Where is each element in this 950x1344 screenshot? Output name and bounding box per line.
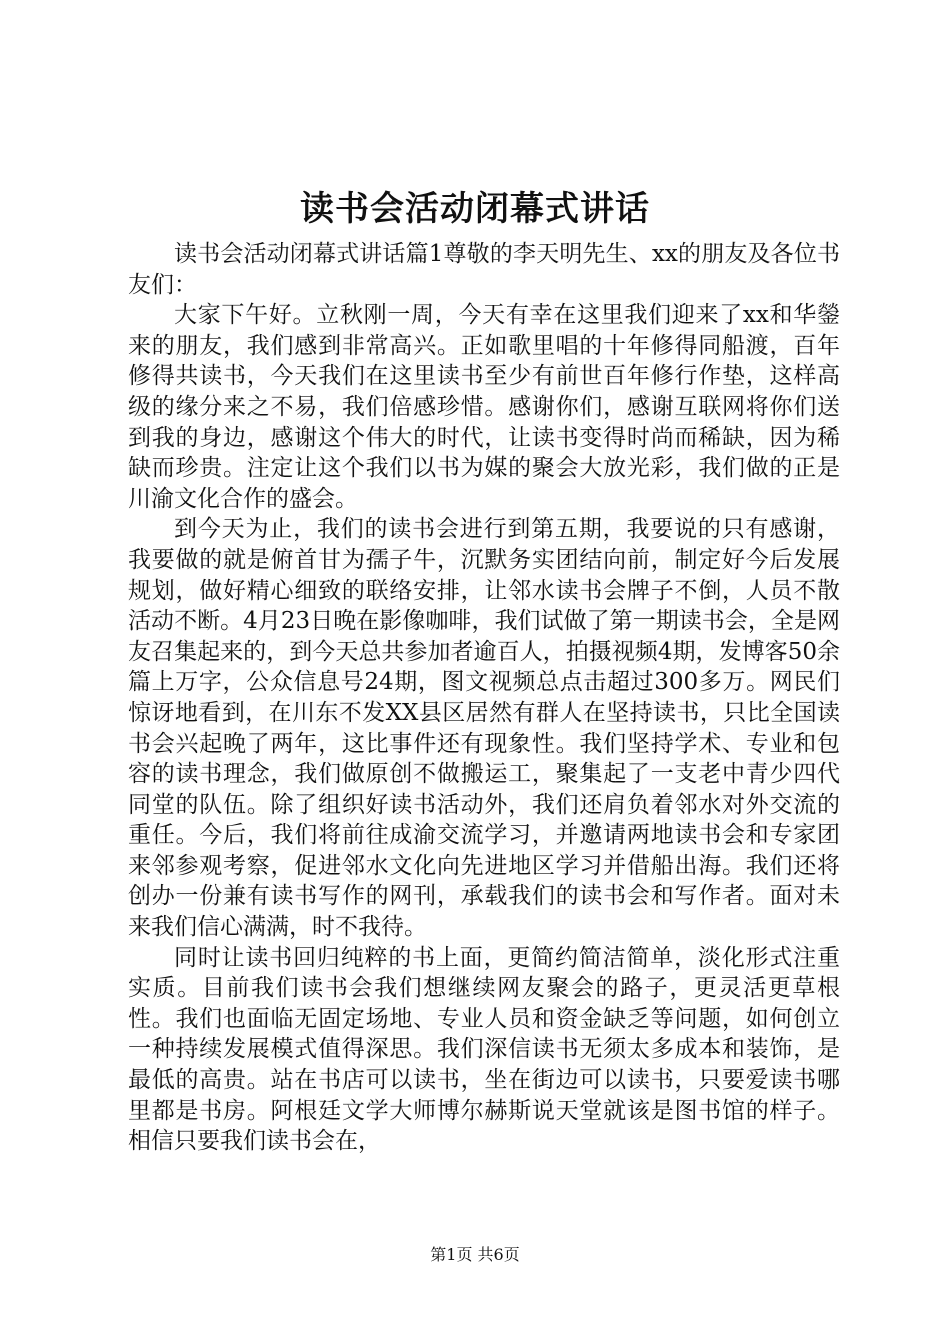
page-footer: 第1页 共6页: [430, 1245, 520, 1264]
page-title: 读书会活动闭幕式讲话: [300, 189, 650, 229]
paragraph-vision: 同时让读书回归纯粹的书上面，更简约简洁简单，淡化形式注重实质。目前我们读书会我们想继续网友聚会的路子，更灵活更草根性。我们也面临无固定场地、专业人员和资金缺乏等问题，如何创立一种持续发展模式值得深思。我们深信读书无须太多成本和装饰，是最低的高贵。站在书店可以读书，坐在街边可以读书，只要爱读书哪里都是书房。阿根廷文学大师博尔赫斯说天堂就该是图书馆的样子。相信只要我们读书会在，: [128, 944, 840, 1155]
document-body: [128, 239, 840, 1157]
paragraph-welcome: 大家下午好。立秋刚一周，今天有幸在这里我们迎来了xx和华鎣来的朋友，我们感到非常高兴。正如歌里唱的十年修得同船渡，百年修得共读书，今天我们在这里读书至少有前世百年修行作垫，这样高级的缘分来之不易，我们倍感珍惜。感谢你们，感谢互联网将你们送到我的身边，感谢这个伟大的时代，让读书变得时尚而稀缺，因为稀缺而珍贵。注定让这个我们以书为媒的聚会大放光彩，我们做的正是川渝文化合作的盛会。: [128, 302, 840, 512]
paragraph-greeting: 读书会活动闭幕式讲话篇1尊敬的李天明先生、xx的朋友及各位书友们：: [128, 241, 840, 298]
paragraph-progress: 到今天为止，我们的读书会进行到第五期，我要说的只有感谢，我要做的就是俯首甘为孺子牛，沉默务实团结向前，制定好今后发展规划，做好精心细致的联络安排，让邻水读书会牌子不倒，人员不散活动不断。4月23日晚在影像咖啡，我们试做了第一期读书会，全是网友召集起来的，到今天总共参加者逾百人，拍摄视频4期，发博客50余篇上万字，公众信息号24期，图文视频总点击超过300多万。网民们惊讶地看到，在川东不发XX县区居然有群人在坚持读书，只比全国读书会兴起晚了两年，这比事件还有现象性。我们坚持学术、专业和包容的读书理念，我们做原创不做搬运工，聚集起了一支老中青少四代同堂的队伍。除了组织好读书活动外，我们还肩负着邻水对外交流的重任。今后，我们将前往成渝交流学习，并邀请两地读书会和专家团来邻参观考察，促进邻水文化向先进地区学习并借船出海。我们还将创办一份兼有读书写作的网刊，承载我们的读书会和写作者。面对未来我们信心满满，时不我待。: [128, 516, 840, 941]
